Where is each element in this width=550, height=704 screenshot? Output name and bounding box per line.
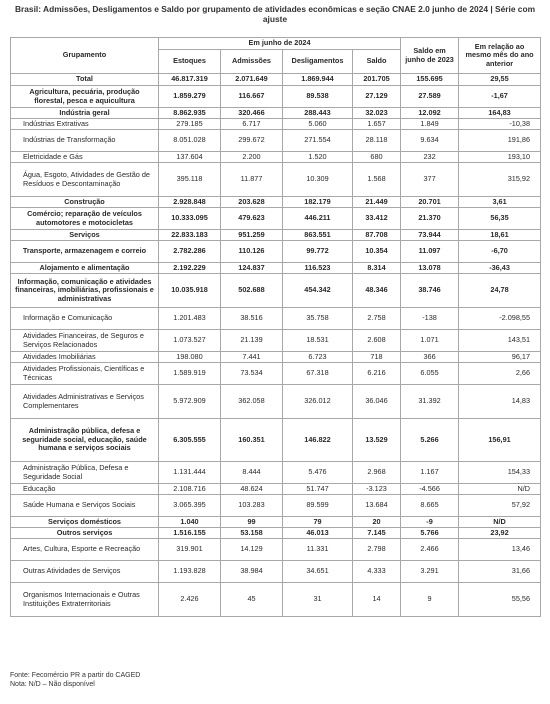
cell-saldo: 6.216 (353, 363, 401, 385)
cell-admissoes: 103.283 (221, 495, 283, 517)
row-label: Atividades Imobiliárias (11, 352, 159, 363)
row-label: Indústrias Extrativas (11, 119, 159, 130)
row-label: Outros serviços (11, 528, 159, 539)
cell-estoques: 22.833.183 (159, 230, 221, 241)
cell-desligamentos: 31 (283, 583, 353, 617)
data-table (10, 37, 541, 617)
table-row (11, 74, 541, 86)
cell-estoques: 10.035.918 (159, 274, 221, 308)
cell-relacao: -36,43 (459, 263, 541, 274)
cell-desligamentos: 454.342 (283, 274, 353, 308)
row-label: Informação, comunicação e atividades financeiras, imobiliárias, profissionais e administrativas (11, 274, 159, 308)
row-label: Água, Esgoto, Atividades de Gestão de Resíduos e Descontaminação (11, 163, 159, 197)
row-label: Atividades Financeiras, de Seguros e Serviços Relacionados (11, 330, 159, 352)
header-grupamento: Grupamento (11, 38, 159, 74)
cell-saldo2023: 1.167 (401, 462, 459, 484)
table-row (11, 130, 541, 152)
cell-estoques: 319.901 (159, 539, 221, 561)
table-row (11, 108, 541, 119)
cell-relacao: -1,67 (459, 86, 541, 108)
table-title: Brasil: Admissões, Desligamentos e Saldo por grupamento de atividades econômicas e seção CNAE 2.0 junho de 2024 | Série com ajuste (14, 4, 536, 24)
table-row (11, 363, 541, 385)
row-label: Administração pública, defesa e seguridade social, educação, saúde humana e serviços sociais (11, 419, 159, 462)
cell-admissoes: 299.672 (221, 130, 283, 152)
cell-estoques: 198.080 (159, 352, 221, 363)
cell-desligamentos: 11.331 (283, 539, 353, 561)
table-row (11, 583, 541, 617)
cell-desligamentos: 5.060 (283, 119, 353, 130)
cell-desligamentos: 116.523 (283, 263, 353, 274)
row-label: Saúde Humana e Serviços Sociais (11, 495, 159, 517)
table-row (11, 462, 541, 484)
cell-desligamentos: 89.599 (283, 495, 353, 517)
row-label: Construção (11, 197, 159, 208)
cell-admissoes: 53.158 (221, 528, 283, 539)
header-saldo-2023: Saldo em junho de 2023 (401, 38, 459, 74)
table-row (11, 352, 541, 363)
cell-admissoes: 38.516 (221, 308, 283, 330)
cell-estoques: 46.817.319 (159, 74, 221, 86)
cell-saldo2023: 155.695 (401, 74, 459, 86)
cell-saldo2023: 21.370 (401, 208, 459, 230)
cell-estoques: 1.131.444 (159, 462, 221, 484)
row-label: Transporte, armazenagem e correio (11, 241, 159, 263)
cell-saldo2023: 8.665 (401, 495, 459, 517)
table-row (11, 274, 541, 308)
cell-desligamentos: 35.758 (283, 308, 353, 330)
cell-estoques: 2.192.229 (159, 263, 221, 274)
cell-desligamentos: 18.531 (283, 330, 353, 352)
cell-saldo2023: 5.266 (401, 419, 459, 462)
cell-admissoes: 2.071.649 (221, 74, 283, 86)
cell-saldo: 4.333 (353, 561, 401, 583)
table-row (11, 419, 541, 462)
table-row (11, 230, 541, 241)
cell-saldo: 14 (353, 583, 401, 617)
cell-relacao: 14,83 (459, 385, 541, 419)
cell-desligamentos: 67.318 (283, 363, 353, 385)
table-row (11, 308, 541, 330)
row-label: Serviços domésticos (11, 517, 159, 528)
cell-saldo: 201.705 (353, 74, 401, 86)
cell-relacao: 191,86 (459, 130, 541, 152)
cell-estoques: 395.118 (159, 163, 221, 197)
cell-estoques: 2.928.848 (159, 197, 221, 208)
cell-estoques: 1.516.155 (159, 528, 221, 539)
cell-saldo2023: 5.766 (401, 528, 459, 539)
cell-saldo2023: 9.634 (401, 130, 459, 152)
cell-admissoes: 6.717 (221, 119, 283, 130)
cell-relacao: 164,83 (459, 108, 541, 119)
cell-saldo2023: 20.701 (401, 197, 459, 208)
row-label: Informação e Comunicação (11, 308, 159, 330)
cell-saldo2023: 366 (401, 352, 459, 363)
cell-saldo2023: 232 (401, 152, 459, 163)
cell-estoques: 1.589.919 (159, 363, 221, 385)
cell-saldo: 2.798 (353, 539, 401, 561)
cell-estoques: 1.193.828 (159, 561, 221, 583)
cell-admissoes: 2.200 (221, 152, 283, 163)
table-row (11, 561, 541, 583)
cell-saldo: 33.412 (353, 208, 401, 230)
cell-desligamentos: 79 (283, 517, 353, 528)
cell-saldo2023: 9 (401, 583, 459, 617)
cell-admissoes: 45 (221, 583, 283, 617)
cell-relacao: -6,70 (459, 241, 541, 263)
header-relacao: Em relação ao mesmo mês do ano anterior (459, 38, 541, 74)
cell-desligamentos: 446.211 (283, 208, 353, 230)
cell-admissoes: 951.259 (221, 230, 283, 241)
cell-saldo: 2.758 (353, 308, 401, 330)
cell-saldo2023: 73.944 (401, 230, 459, 241)
cell-desligamentos: 89.538 (283, 86, 353, 108)
cell-desligamentos: 6.723 (283, 352, 353, 363)
cell-desligamentos: 326.012 (283, 385, 353, 419)
cell-desligamentos: 1.869.944 (283, 74, 353, 86)
cell-saldo: 48.346 (353, 274, 401, 308)
row-label: Educação (11, 484, 159, 495)
cell-estoques: 5.972.909 (159, 385, 221, 419)
cell-admissoes: 14.129 (221, 539, 283, 561)
cell-saldo: 8.314 (353, 263, 401, 274)
cell-saldo: 7.145 (353, 528, 401, 539)
cell-relacao: 143,51 (459, 330, 541, 352)
cell-saldo2023: 1.849 (401, 119, 459, 130)
cell-saldo: 87.708 (353, 230, 401, 241)
cell-admissoes: 124.837 (221, 263, 283, 274)
row-label: Comércio; reparação de veículos automotores e motocicletas (11, 208, 159, 230)
cell-saldo2023: 3.291 (401, 561, 459, 583)
cell-relacao: 156,91 (459, 419, 541, 462)
header-estoques: Estoques (159, 50, 221, 74)
row-label: Serviços (11, 230, 159, 241)
cell-relacao: 57,92 (459, 495, 541, 517)
header-desligamentos: Desligamentos (283, 50, 353, 74)
cell-saldo2023: 377 (401, 163, 459, 197)
cell-desligamentos: 51.747 (283, 484, 353, 495)
cell-saldo2023: 2.466 (401, 539, 459, 561)
cell-admissoes: 99 (221, 517, 283, 528)
cell-admissoes: 362.058 (221, 385, 283, 419)
cell-admissoes: 11.877 (221, 163, 283, 197)
cell-relacao: 56,35 (459, 208, 541, 230)
cell-relacao: 154,33 (459, 462, 541, 484)
cell-saldo: 28.118 (353, 130, 401, 152)
row-label: Atividades Administrativas e Serviços Complementares (11, 385, 159, 419)
cell-desligamentos: 271.554 (283, 130, 353, 152)
cell-admissoes: 48.624 (221, 484, 283, 495)
cell-admissoes: 73.534 (221, 363, 283, 385)
cell-saldo: -3.123 (353, 484, 401, 495)
cell-saldo: 27.129 (353, 86, 401, 108)
cell-saldo: 2.608 (353, 330, 401, 352)
cell-estoques: 1.040 (159, 517, 221, 528)
table-row (11, 208, 541, 230)
cell-admissoes: 160.351 (221, 419, 283, 462)
row-label: Agricultura, pecuária, produção florestal, pesca e aquicultura (11, 86, 159, 108)
cell-saldo: 2.968 (353, 462, 401, 484)
cell-desligamentos: 182.179 (283, 197, 353, 208)
footer (10, 671, 140, 689)
row-label: Alojamento e alimentação (11, 263, 159, 274)
row-label: Artes, Cultura, Esporte e Recreação (11, 539, 159, 561)
row-label: Atividades Profissionais, Científicas e Técnicas (11, 363, 159, 385)
cell-desligamentos: 5.476 (283, 462, 353, 484)
cell-estoques: 137.604 (159, 152, 221, 163)
table-row (11, 119, 541, 130)
cell-estoques: 3.065.395 (159, 495, 221, 517)
cell-estoques: 1.073.527 (159, 330, 221, 352)
cell-saldo2023: 1.071 (401, 330, 459, 352)
table-row (11, 152, 541, 163)
cell-saldo2023: -4.566 (401, 484, 459, 495)
cell-admissoes: 21.139 (221, 330, 283, 352)
cell-saldo2023: 6.055 (401, 363, 459, 385)
header-em-junho: Em junho de 2024 (159, 38, 401, 50)
cell-saldo: 36.046 (353, 385, 401, 419)
cell-desligamentos: 10.309 (283, 163, 353, 197)
cell-relacao: 13,46 (459, 539, 541, 561)
cell-estoques: 10.333.095 (159, 208, 221, 230)
cell-desligamentos: 46.013 (283, 528, 353, 539)
cell-relacao: N/D (459, 517, 541, 528)
cell-saldo: 13.684 (353, 495, 401, 517)
cell-desligamentos: 863.551 (283, 230, 353, 241)
cell-saldo: 1.657 (353, 119, 401, 130)
row-label: Organismos Internacionais e Outras Instituições Extraterritoriais (11, 583, 159, 617)
row-label: Eletricidade e Gás (11, 152, 159, 163)
cell-relacao: 18,61 (459, 230, 541, 241)
cell-saldo: 21.449 (353, 197, 401, 208)
table-row (11, 241, 541, 263)
cell-relacao: 315,92 (459, 163, 541, 197)
row-label: Total (11, 74, 159, 86)
cell-admissoes: 203.628 (221, 197, 283, 208)
cell-saldo2023: 12.092 (401, 108, 459, 119)
cell-saldo2023: -9 (401, 517, 459, 528)
cell-saldo: 718 (353, 352, 401, 363)
cell-saldo: 32.023 (353, 108, 401, 119)
cell-relacao: 24,78 (459, 274, 541, 308)
table-row (11, 539, 541, 561)
cell-estoques: 2.782.286 (159, 241, 221, 263)
cell-admissoes: 116.667 (221, 86, 283, 108)
cell-relacao: 3,61 (459, 197, 541, 208)
cell-admissoes: 7.441 (221, 352, 283, 363)
cell-estoques: 2.108.716 (159, 484, 221, 495)
cell-estoques: 8.051.028 (159, 130, 221, 152)
cell-estoques: 8.862.935 (159, 108, 221, 119)
cell-saldo2023: 31.392 (401, 385, 459, 419)
cell-admissoes: 502.688 (221, 274, 283, 308)
cell-relacao: -10,38 (459, 119, 541, 130)
cell-estoques: 6.305.555 (159, 419, 221, 462)
cell-relacao: 23,92 (459, 528, 541, 539)
cell-estoques: 1.859.279 (159, 86, 221, 108)
cell-desligamentos: 1.520 (283, 152, 353, 163)
cell-desligamentos: 34.651 (283, 561, 353, 583)
table-row (11, 330, 541, 352)
header-admissoes: Admissões (221, 50, 283, 74)
table-row (11, 197, 541, 208)
cell-saldo: 10.354 (353, 241, 401, 263)
cell-saldo: 13.529 (353, 419, 401, 462)
cell-saldo2023: -138 (401, 308, 459, 330)
table-row (11, 495, 541, 517)
nd-note: Nota: N/D – Não disponível (10, 681, 95, 688)
cell-admissoes: 320.466 (221, 108, 283, 119)
cell-admissoes: 38.984 (221, 561, 283, 583)
cell-relacao: 31,66 (459, 561, 541, 583)
header-saldo: Saldo (353, 50, 401, 74)
cell-saldo: 20 (353, 517, 401, 528)
cell-saldo2023: 38.746 (401, 274, 459, 308)
cell-estoques: 2.426 (159, 583, 221, 617)
table-row (11, 86, 541, 108)
cell-saldo2023: 11.097 (401, 241, 459, 263)
cell-relacao: 2,66 (459, 363, 541, 385)
cell-admissoes: 110.126 (221, 241, 283, 263)
table-row (11, 528, 541, 539)
table-row (11, 385, 541, 419)
table-row (11, 163, 541, 197)
source-note: Fonte: Fecomércio PR a partir do CAGED (10, 672, 141, 679)
row-label: Indústria geral (11, 108, 159, 119)
cell-saldo: 1.568 (353, 163, 401, 197)
cell-estoques: 1.201.483 (159, 308, 221, 330)
cell-admissoes: 479.623 (221, 208, 283, 230)
cell-relacao: 55,56 (459, 583, 541, 617)
cell-relacao: 96,17 (459, 352, 541, 363)
cell-admissoes: 8.444 (221, 462, 283, 484)
cell-estoques: 279.185 (159, 119, 221, 130)
table-row (11, 517, 541, 528)
cell-saldo2023: 27.589 (401, 86, 459, 108)
table-body (11, 74, 541, 617)
row-label: Outras Atividades de Serviços (11, 561, 159, 583)
cell-saldo: 680 (353, 152, 401, 163)
cell-desligamentos: 146.822 (283, 419, 353, 462)
cell-saldo2023: 13.078 (401, 263, 459, 274)
cell-desligamentos: 99.772 (283, 241, 353, 263)
cell-relacao: 29,55 (459, 74, 541, 86)
cell-desligamentos: 288.443 (283, 108, 353, 119)
row-label: Indústrias de Transformação (11, 130, 159, 152)
cell-relacao: N/D (459, 484, 541, 495)
row-label: Administração Pública, Defesa e Seguridade Social (11, 462, 159, 484)
table-row (11, 263, 541, 274)
cell-relacao: -2.098,55 (459, 308, 541, 330)
table-row (11, 484, 541, 495)
cell-relacao: 193,10 (459, 152, 541, 163)
